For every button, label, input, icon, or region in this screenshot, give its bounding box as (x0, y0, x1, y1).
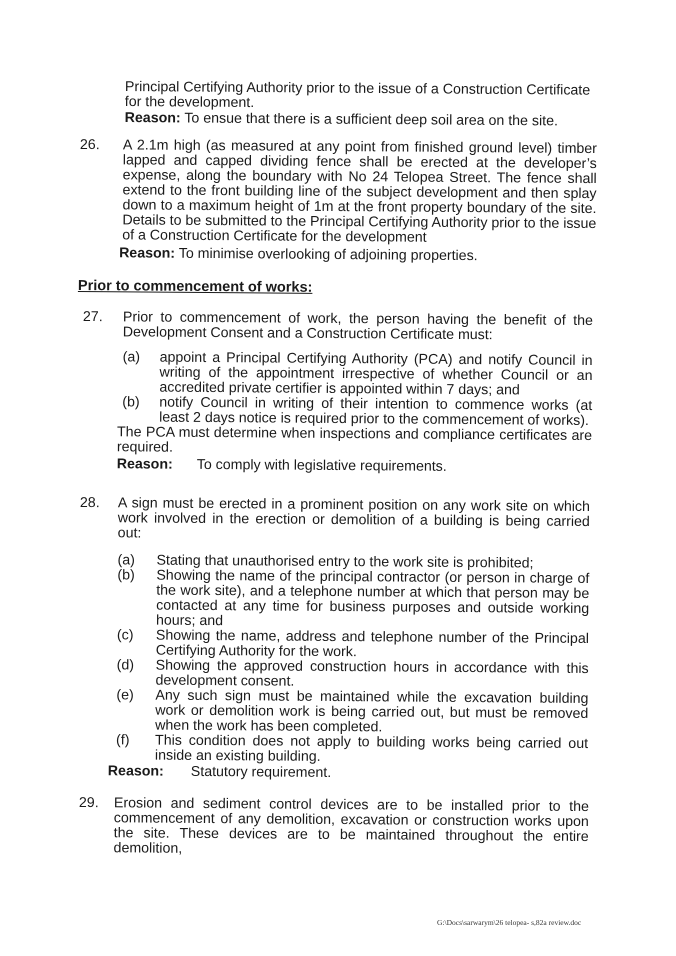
sub-item-list (122, 350, 593, 429)
condition-27 (82, 310, 593, 476)
condition-number: 29. (78, 795, 99, 812)
sub-item-label: (a) (122, 349, 141, 366)
sub-item-list (116, 553, 590, 767)
condition-number: 27. (82, 309, 103, 326)
reason-text: To minimise overlooking of adjoining properties. (175, 245, 478, 265)
sub-item (122, 350, 592, 399)
reason-line (125, 111, 597, 130)
sub-item-label: (b) (122, 394, 140, 411)
sub-item-text: Showing the name of the principal contractor (or person in charge of the work site), and a telephone number at which that person may be contacted at any time for business purposes and outside working hours; and (155, 567, 590, 630)
sub-item-label: (a) (117, 552, 135, 569)
reason-line (119, 246, 596, 265)
file-path-footer: G:\Docs\sarwarym\26 telopea- s,82a review.doc (437, 918, 582, 927)
sub-item-text: Any such sign must be maintained while the excavation building work or demolition work is being carried out, but must be removed when the work has been completed. (155, 687, 589, 736)
sub-item-label: (b) (117, 567, 135, 584)
sub-item-label: (f) (116, 732, 130, 749)
condition-number: 28. (79, 495, 100, 512)
condition-25-continuation (125, 80, 597, 130)
section-heading: Prior to commencement of works: (77, 278, 313, 296)
reason-text: To ensue that there is a sufficient deep soil area on the site. (180, 110, 559, 130)
reason-text: To comply with legislative requirements. (196, 456, 447, 475)
sub-item-text: appoint a Principal Certifying Authority (PCA) and notify Council in writing of the appointment irrespective of whether Council or an accredited private certifier is appointed within 7 days; and (159, 349, 593, 399)
condition-number: 26. (79, 137, 100, 154)
reason-label: Reason: (116, 456, 173, 473)
sub-item (122, 395, 592, 429)
sub-item-text: notify Council in writing of their intention to commence works (at least 2 days notice is required prior to the commencement of works). (159, 394, 593, 429)
condition-26 (79, 138, 597, 265)
sub-item-label: (e) (116, 687, 134, 704)
condition-text: Prior to commencement of work, the person having the benefit of the Development Consent and a Construction Certificate must: (122, 309, 593, 344)
reason-text: Statutory requirement. (190, 763, 332, 781)
sub-item-text: This condition does not apply to building works being carried out inside an existing building. (154, 732, 589, 765)
condition-text: Erosion and sediment control devices are to be installed prior to the commencement of any demolition, excavation or construction works upon the site. These devices are to be maintained throughout the entire demolition, (113, 795, 589, 857)
reason-label: Reason: (119, 245, 176, 262)
reason-label: Reason: (107, 763, 164, 780)
sub-item (117, 568, 589, 632)
section-heading-block (78, 279, 378, 296)
reason-line (107, 763, 588, 783)
sub-item-text: Showing the approved construction hours in accordance with this development consent. (155, 657, 589, 690)
condition-text-after: The PCA must determine when inspections and compliance certificates are required. (116, 424, 593, 456)
condition-text: A 2.1m high (as measured at any point from finished ground level) timber lapped and capped dividing fence shall be erected at the developer’s expense, along the boundary with No 24 Telopea Street. The fence shall extend to the front building line of the subject development and then splay down to a maximum height of 1m at the front property boundary of the site. Details to be submitted to the Principal Certifying Authority prior to the issue of a Construction Certificate for the development (122, 137, 597, 246)
condition-28 (78, 496, 590, 783)
sub-item-text: Showing the name, address and telephone number of the Principal Certifying Authority for the work. (155, 627, 589, 661)
sub-item (116, 688, 588, 737)
sub-item-label: (d) (116, 657, 135, 674)
sub-item-text: Stating that unauthorised entry to the work site is prohibited; (156, 552, 534, 572)
condition-29 (79, 796, 589, 860)
paragraph-text: Principal Certifying Authority prior to the issue of a Construction Certificate for the development. (124, 79, 591, 112)
sub-item-label: (c) (116, 627, 134, 644)
reason-label: Reason: (124, 109, 181, 127)
reason-line (116, 456, 592, 476)
condition-text: A sign must be erected in a prominent position on any work site on which work involved in the erection or demolition of a building is being carried out: (117, 495, 590, 542)
sub-item (116, 733, 588, 767)
